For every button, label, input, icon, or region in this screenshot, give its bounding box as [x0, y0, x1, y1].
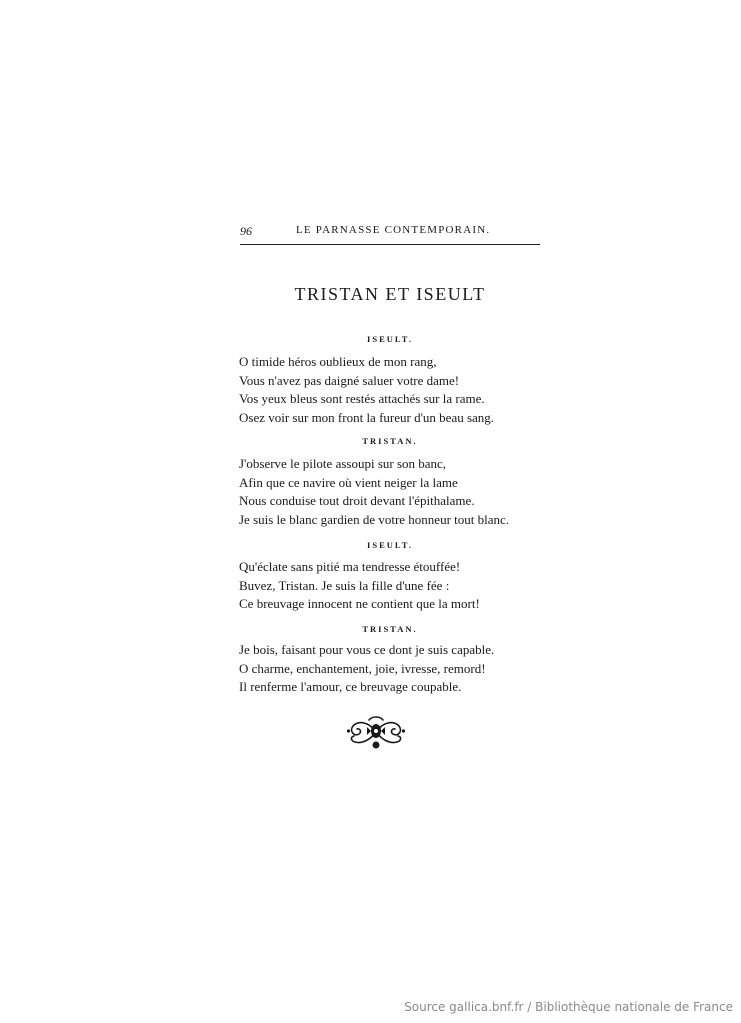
page-number: 96	[240, 224, 252, 238]
verse-line: J'observe le pilote assoupi sur son banc,	[239, 456, 447, 471]
source-attribution: Source gallica.bnf.fr / Bibliothèque nationale de France	[404, 1000, 733, 1014]
verse-line: O timide héros oublieux de mon rang,	[239, 354, 437, 369]
verse-line: Osez voir sur mon front la fureur d'un beau sang.	[239, 409, 495, 425]
speaker-label: ISEULT.	[367, 540, 413, 550]
verse-line: Vos yeux bleus sont restés attachés sur la rame.	[239, 391, 485, 406]
fleuron-ornament-icon	[345, 712, 407, 752]
verse-line: Je suis le blanc gardien de votre honneur tout blanc.	[239, 511, 510, 527]
poem-title: TRISTAN ET ISEULT	[294, 284, 486, 304]
verse-line: Vous n'avez pas daigné saluer votre dame!	[239, 372, 460, 388]
stanza	[239, 641, 559, 697]
verse-line: O charme, enchantement, joie, ivresse, remord!	[239, 660, 486, 676]
verse-line: Qu'éclate sans pitié ma tendresse étouffée!	[239, 559, 461, 574]
speaker-label: ISEULT.	[367, 334, 413, 344]
verse-line: Je bois, faisant pour vous ce dont je suis capable.	[239, 642, 495, 657]
speaker-label: TRISTAN.	[362, 436, 418, 446]
verse-line: Ce breuvage innocent ne contient que la mort!	[239, 596, 480, 611]
stanza	[239, 353, 559, 427]
verse-line: Nous conduise tout droit devant l'épithalame.	[239, 493, 475, 508]
verse-line: Afin que ce navire où vient neiger la lame	[239, 474, 458, 490]
header-rule	[240, 244, 540, 245]
stanza	[239, 558, 559, 614]
verse-line: Buvez, Tristan. Je suis la fille d'une fée :	[239, 577, 450, 593]
speaker-label: TRISTAN.	[362, 624, 418, 634]
running-title: LE PARNASSE CONTEMPORAIN.	[296, 224, 491, 236]
stanza	[239, 455, 559, 529]
verse-line: Il renferme l'amour, ce breuvage coupable.	[239, 679, 462, 694]
